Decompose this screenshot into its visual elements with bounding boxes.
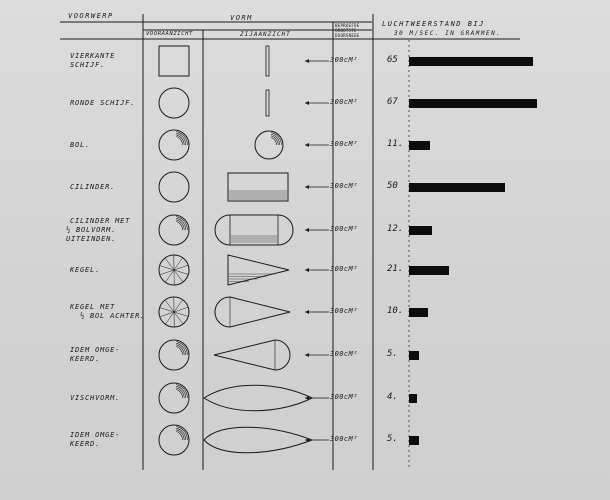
header-vooraanzicht: VOORAANZICHT (146, 31, 193, 37)
side-view (266, 46, 269, 76)
header-voorwerp: VOORWERP (68, 12, 114, 20)
object-label: BOL. (70, 140, 91, 149)
object-label: RONDE SCHIJF. (70, 98, 136, 107)
row-shapes-cone (159, 255, 289, 285)
front-view (159, 383, 189, 413)
resistance-bar (409, 351, 419, 360)
front-view (159, 88, 189, 118)
front-view (159, 130, 189, 160)
surface-value: 300cM² (330, 140, 358, 148)
resistance-bar (409, 436, 419, 445)
surface-value: 300cM² (330, 182, 358, 190)
object-label: KEGEL. (70, 265, 101, 274)
row-shapes-cone-hemi-rev (159, 340, 290, 370)
side-view (204, 427, 312, 453)
object-label: VISCHVORM. (70, 393, 121, 402)
header-vorm: VORM (230, 14, 253, 22)
front-view (159, 340, 189, 370)
header-oppervlak-2: GROOTSTE (335, 28, 357, 33)
row-shapes-cone-hemi (159, 297, 290, 327)
resistance-value: 10. (387, 306, 404, 316)
resistance-value: 65 (387, 55, 398, 65)
row-shapes-square-plate (159, 46, 269, 76)
resistance-bar (409, 394, 417, 403)
resistance-value: 50 (387, 181, 398, 191)
object-label: KEGEL MET (70, 303, 116, 311)
row-shapes-sphere (159, 130, 283, 160)
arrow-head-icon (305, 101, 309, 105)
front-view (159, 172, 189, 202)
arrow-head-icon (305, 310, 309, 314)
row-shapes-fish (159, 383, 312, 413)
object-label: ½ BOL ACHTER. (80, 312, 146, 320)
header-weerstand-2: 30 M/SEC. IN GRAMMEN. (394, 30, 502, 37)
resistance-bar (409, 183, 505, 192)
side-view (214, 340, 290, 370)
resistance-bar (409, 308, 428, 317)
side-view (215, 297, 290, 327)
object-label: UITEINDEN. (66, 234, 117, 243)
resistance-value: 12. (387, 224, 404, 234)
object-label: CILINDER. (70, 182, 116, 191)
resistance-value: 11. (387, 139, 404, 149)
front-view (159, 46, 189, 76)
side-view (228, 255, 289, 285)
object-label: KEERD. (70, 440, 101, 448)
side-view (204, 385, 312, 411)
surface-value: 300cM² (330, 98, 358, 106)
object-label: ½ BOLVORM. (66, 225, 117, 234)
resistance-bar (409, 226, 432, 235)
surface-value: 300cM² (330, 225, 358, 233)
object-label: KEERD. (70, 355, 101, 363)
resistance-value: 4. (387, 392, 398, 402)
row-shapes-cylinder (159, 172, 288, 202)
resistance-bar (409, 99, 537, 108)
surface-value: 300cM² (330, 56, 358, 64)
side-view (255, 131, 283, 159)
header-oppervlak-1: BEPROEFDE (335, 23, 360, 28)
arrow-head-icon (305, 59, 309, 63)
surface-value: 300cM² (330, 393, 358, 401)
surface-value: 300cM² (330, 307, 358, 315)
row-shapes-round-disk (159, 88, 269, 118)
object-label: CILINDER MET (70, 216, 131, 225)
resistance-bar (409, 141, 430, 150)
arrow-head-icon (305, 228, 309, 232)
object-label: IDEM OMGE- (70, 346, 121, 354)
surface-value: 300cM² (330, 435, 358, 443)
row-shapes-capsule (159, 215, 293, 245)
surface-value: 300cM² (330, 265, 358, 273)
object-label: SCHIJF. (70, 61, 106, 69)
front-view (159, 425, 189, 455)
resistance-bar (409, 266, 449, 275)
row-shapes-fish-rev (159, 425, 312, 455)
resistance-value: 5. (387, 434, 398, 444)
resistance-value: 21. (387, 264, 404, 274)
resistance-value: 5. (387, 349, 398, 359)
side-view (215, 215, 293, 245)
front-view (159, 215, 189, 245)
header-weerstand-1: LUCHTWEERSTAND BIJ (382, 20, 485, 28)
object-label: VIERKANTE (70, 52, 116, 60)
side-view (266, 90, 269, 116)
object-label: IDEM OMGE- (70, 431, 121, 439)
header-zijaanzicht: ZIJAANZICHT (240, 31, 291, 38)
resistance-value: 67 (387, 97, 398, 107)
arrow-head-icon (305, 268, 309, 272)
header-oppervlak-3: DOORSNEDE (335, 33, 360, 38)
arrow-head-icon (305, 185, 309, 189)
surface-value: 300cM² (330, 350, 358, 358)
resistance-bar (409, 57, 533, 66)
arrow-head-icon (305, 353, 309, 357)
arrow-head-icon (305, 143, 309, 147)
arrow-head-icon (305, 396, 309, 400)
